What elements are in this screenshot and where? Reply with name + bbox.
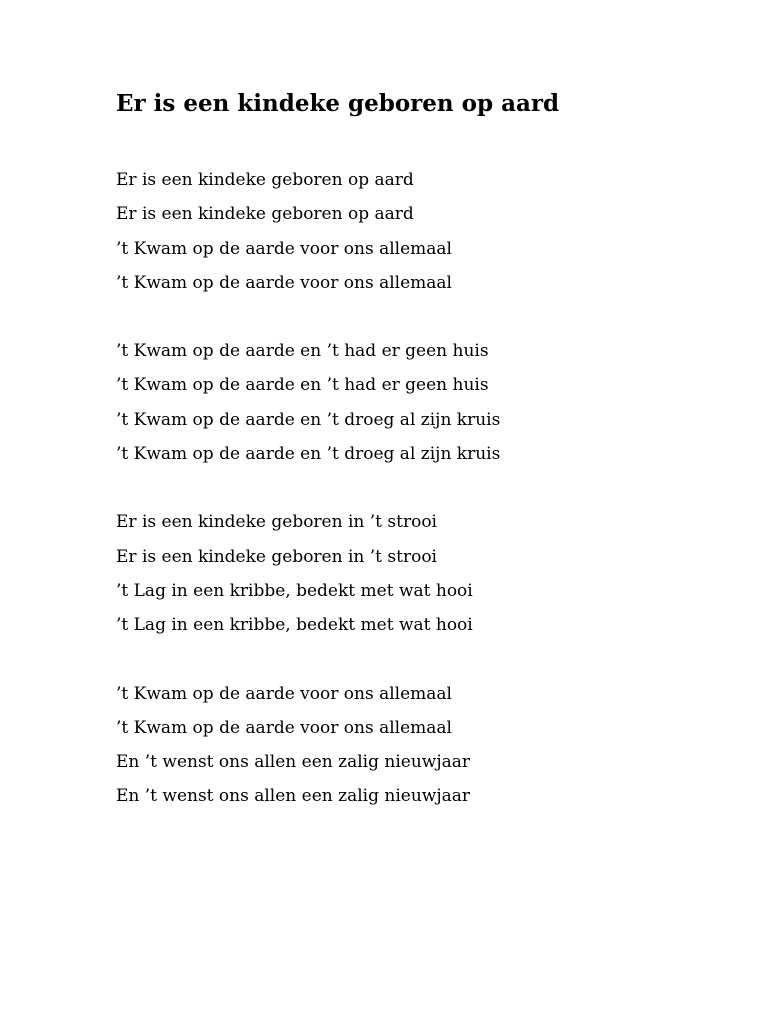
lyric-line: ’t Kwam op de aarde en ’t droeg al zijn kruis <box>116 444 501 465</box>
lyric-line: ’t Kwam op de aarde en ’t had er geen huis <box>116 375 489 396</box>
song-lyrics <box>116 163 716 848</box>
lyric-line: ’t Kwam op de aarde voor ons allemaal <box>116 717 452 738</box>
lyric-line: Er is een kindeke geboren op aard <box>116 204 414 225</box>
lyric-line: ’t Kwam op de aarde en ’t droeg al zijn kruis <box>116 409 501 430</box>
lyric-line: ’t Lag in een kribbe, bedekt met wat hooi <box>116 580 473 601</box>
stanza-3 <box>116 505 716 642</box>
lyric-line: ’t Kwam op de aarde voor ons allemaal <box>116 238 452 259</box>
lyric-line: Er is een kindeke geboren in ’t strooi <box>116 546 437 567</box>
lyric-line: En ’t wenst ons allen een zalig nieuwjaar <box>116 786 470 807</box>
lyric-line: ’t Kwam op de aarde voor ons allemaal <box>116 683 452 704</box>
lyric-line: En ’t wenst ons allen een zalig nieuwjaar <box>116 752 470 773</box>
lyric-line: ’t Lag in een kribbe, bedekt met wat hooi <box>116 615 473 636</box>
lyric-line: ’t Kwam op de aarde voor ons allemaal <box>116 272 452 293</box>
document-title: Er is een kindeke geboren op aard <box>116 90 560 117</box>
lyric-line: Er is een kindeke geboren op aard <box>116 170 414 190</box>
stanza-2 <box>116 334 716 471</box>
stanza-1 <box>116 163 716 300</box>
stanza-4 <box>116 677 716 814</box>
lyric-line: Er is een kindeke geboren in ’t strooi <box>116 512 437 533</box>
lyric-line: ’t Kwam op de aarde en ’t had er geen huis <box>116 341 489 362</box>
